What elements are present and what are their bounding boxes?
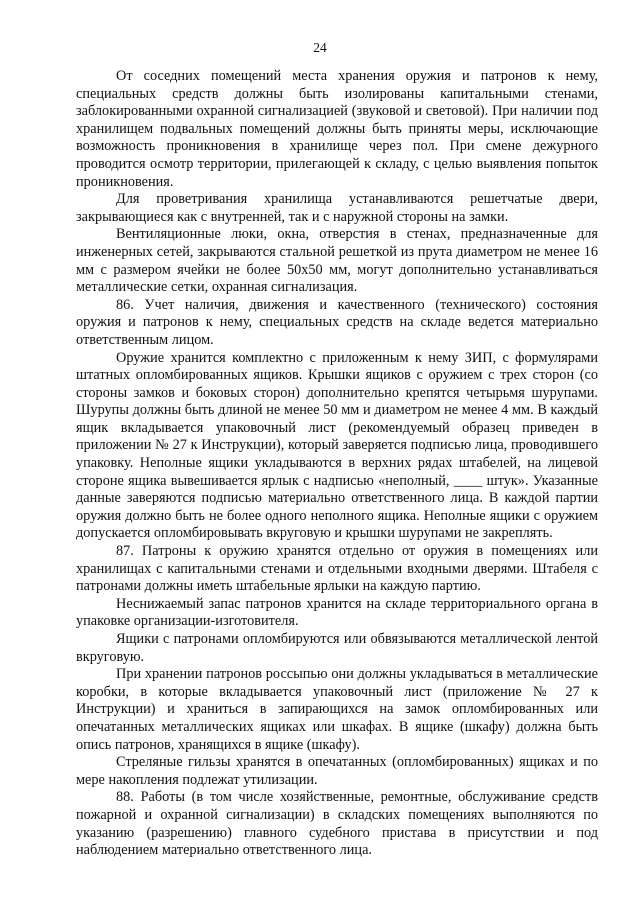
paragraph-weapon-storage: Оружие хранится комплектно с приложенным к нему ЗИП, с формулярами штатных опломбированных ящиков. Крышки ящиков с оружием с трех сторон (со стороны замков и боковых сторон) дополнительно крепятся четырьмя шурупами. Шурупы должны быть длиной не менее 50 мм и диаметром не менее 4 мм. В каждый ящик вкладывается упаковочный лист (рекомендуемый образец приведен в приложении № 27 к Инструкции), который заверяется подписью лица, проводившего упаковку. Неполные ящики укладываются в верхних рядах штабелей, на лицевой стороне ящика вывешивается ярлык с надписью «неполный, ____ штук». Указанные данные заверяются подписью материально ответственного лица. В каждой партии оружия должно быть не более одного неполного ящика. Неполные ящики с оружием допускается опломбировывать вкруговую и крышки шурупами не закреплять. [76,349,598,542]
paragraph-spent-casings: Стреляные гильзы хранятся в опечатанных (опломбированных) ящиках и по мере накопления подлежат утилизации. [76,754,598,788]
paragraph-87-cartridges: 87. Патроны к оружию хранятся отдельно от оружия в помещениях или хранилищах с капитальными стенами и отдельными входными дверями. Штабеля с патронами должны иметь штабельные ярлыки на каждую партию. [76,543,598,595]
document-body [76,68,598,860]
page-number: 24 [313,40,327,55]
paragraph-86-accounting: 86. Учет наличия, движения и качественного (технического) состояния оружия и патронов к нему, специальных средств на складе ведется материально ответственным лицом. [76,296,598,348]
paragraph-cartridge-boxes: Ящики с патронами опломбируются или обвязываются металлической лентой вкруговую. [76,631,598,665]
paragraph-88-works: 88. Работы (в том числе хозяйственные, ремонтные, обслуживание средств пожарной и охранной сигнализации) в складских помещениях выполняются по указанию (разрешению) главного судебного пристава в присутствии и под наблюдением материально ответственного лица. [76,789,598,859]
paragraph-storage-isolation: От соседних помещений места хранения оружия и патронов к нему, специальных средств должны быть изолированы капитальными стенами, заблокированными охранной сигнализацией (звуковой и световой). При наличии под хранилищем подвальных помещений должны быть приняты меры, исключающие возможность проникновения в хранилище через пол. При смене дежурного проводится осмотр территории, прилегающей к складу, с целью выявления попыток проникновения. [76,68,598,190]
paragraph-ventilation-doors: Для проветривания хранилища устанавливаются решетчатые двери, закрывающиеся как с внутренней, так и с наружной стороны на замки. [76,191,598,225]
paragraph-ventilation-hatches: Вентиляционные люки, окна, отверстия в стенах, предназначенные для инженерных сетей, закрываются стальной решеткой из прута диаметром не менее 16 мм с размером ячейки не более 50х50 мм, могут дополнительно устанавливаться металлические сетки, охранная сигнализация. [76,226,598,296]
paragraph-reserve-stock: Неснижаемый запас патронов хранится на складе территориального органа в упаковке организации-изготовителя. [76,595,598,630]
paragraph-loose-cartridges: При хранении патронов россыпью они должны укладываться в металлические коробки, в которые вкладывается упаковочный лист (приложение № 27 к Инструкции) и храниться в запирающихся на замок опломбированных или опечатанных металлических ящиках или шкафах. В ящике (шкафу) должна быть опись патронов, хранящихся в ящике (шкафу). [76,666,598,753]
